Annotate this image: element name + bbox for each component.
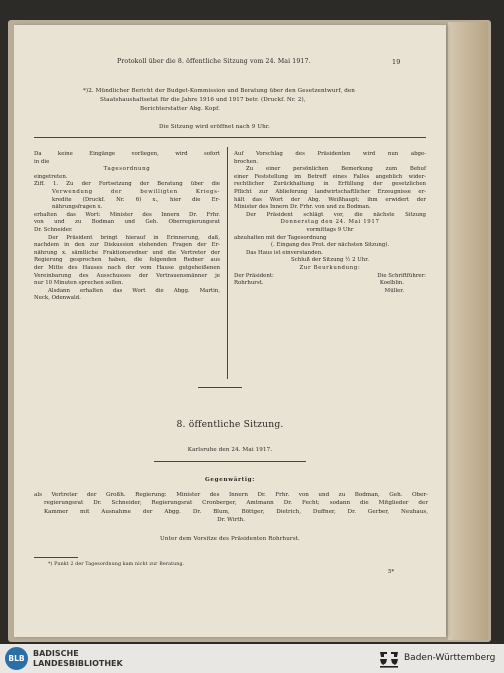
left-line: Vereinbarung des Ausschusses der Vertrauensmänner je xyxy=(34,272,220,279)
present-line: Kammer mit Ausnahme der Abgg. Dr. Blum, Böttger, Dietrich, Duffner, Dr. Gerber, Neuhaus, xyxy=(44,508,428,515)
right-line-heading: Zur Beurkundung: xyxy=(299,264,361,271)
session-opened: Die Sitzung wird eröffnet nach 9 Uhr. xyxy=(159,124,270,130)
blb-name xyxy=(33,649,123,669)
document-page xyxy=(14,25,446,637)
right-line: Der Präsident schlägt vor, die nächste Sitzung xyxy=(246,211,426,218)
present-line: regierungsrat Dr. Schneider, Regierungsrat Cronberger, Amtmann Dr. Fecht; sodann die Mitglieder der xyxy=(44,500,428,507)
section-separator xyxy=(198,387,242,388)
footer-bar xyxy=(0,644,504,673)
left-line: erhalten das Wort: Minister des Innern Dr. Frhr. xyxy=(34,211,220,218)
signature-names xyxy=(234,280,426,288)
date-rule xyxy=(154,461,306,462)
top-rule xyxy=(34,137,426,138)
right-line: hält das Wort der Abg. Weißhaupt; ihm erwidert der xyxy=(234,196,426,203)
left-column xyxy=(34,151,220,303)
left-line: Regierung gesprochen haben, die folgenden Redner aus xyxy=(34,257,220,264)
left-line: von und zu Bodman und Geh. Oberregierungsrat xyxy=(34,219,220,226)
left-line: Neck, Odenwald. xyxy=(34,295,81,302)
running-title: Protokoll über die 8. öffentliche Sitzung vom 24. Mai 1917. xyxy=(117,58,311,65)
agenda-item-line-1: *)2. Mündlicher Bericht der Budget-Kommission und Beratung über den Gesetzentwurf, den xyxy=(83,88,356,94)
blb-logo: BLB xyxy=(5,647,28,670)
left-line-heading: Tagesordnung xyxy=(103,166,151,173)
left-line: kredite (Druckf. Nr. 6) x., hier die Er- xyxy=(52,196,220,203)
right-line: Minister des Innern Dr. Frhr. von und zu Bodman. xyxy=(234,204,371,211)
right-line: brochen. xyxy=(234,158,259,165)
right-column xyxy=(234,151,426,295)
right-line: abzuhalten mit der Tagesordnung xyxy=(234,234,327,241)
section-title: 8. öffentliche Sitzung. xyxy=(176,419,284,430)
present-heading: Gegenwärtig: xyxy=(204,477,255,483)
left-line: Der Präsident bringt hierauf in Erinnerung, daß, xyxy=(48,234,220,241)
left-line: in die xyxy=(34,158,50,165)
right-line: einer Feststellung im Betreff eines Falles angeblich wider- xyxy=(234,173,426,180)
left-line: der Mitte des Hauses nach der vom Hause gutgeheißenen xyxy=(34,264,220,271)
signature-roles xyxy=(234,273,426,281)
footnote: *) Punkt 2 der Tagesordnung kam nicht zur Beratung. xyxy=(48,562,185,567)
present-list xyxy=(34,491,428,525)
signature-mark: 5* xyxy=(388,569,395,575)
column-divider xyxy=(227,147,228,379)
left-line: nährungsfragen x. xyxy=(52,204,103,211)
right-line: Auf Vorschlag des Präsidenten wird nun abge- xyxy=(234,151,426,157)
left-line: nachdem in den zur Diskussion stehenden Fragen der Er- xyxy=(34,242,220,249)
right-line: Das Haus ist einverstanden. xyxy=(246,249,323,256)
right-line: Pflicht zur Ablieferung landwirtschaftlicher Erzeugnisse er- xyxy=(234,188,426,195)
left-line: Alsdann erhalten das Wort die Abgg. Martin, xyxy=(48,287,220,294)
right-line: Schluß der Sitzung ½ 2 Uhr. xyxy=(291,257,369,264)
right-line: Zu einer persönlichen Bemerkung zum Behuf xyxy=(246,166,426,173)
page-number: 19 xyxy=(392,58,401,66)
secretary-name-1: Koelblin. xyxy=(379,280,404,287)
reporter: Berichterstatter Abg. Kopf. xyxy=(140,106,220,112)
bw-label: Baden-Württemberg xyxy=(404,653,496,663)
bw-lions-icon xyxy=(378,648,400,669)
blb-name-line-2: LANDESBIBLIOTHEK xyxy=(33,659,123,668)
president-name: Rohrhurst. xyxy=(234,280,264,287)
secretary-name-2: Müller. xyxy=(384,287,404,294)
place-date: Karlsruhe den 24. Mai 1917. xyxy=(187,447,273,453)
left-line: Ziff. 1. Zu der Fortsetzung der Beratung über die xyxy=(34,181,220,188)
secretaries-role: Die Schriftführer: xyxy=(377,272,426,279)
left-line: nährung x. sämtliche Fraktionsredner und die Vertreter der xyxy=(34,249,220,256)
left-line: Verwendung der bewilligten Kriegs- xyxy=(52,188,220,195)
right-line: rechtlicher Zurückhaltung in Erfüllung der gesetzlichen xyxy=(234,181,426,188)
chair-line: Unter dem Vorsitze des Präsidenten Rohrhurst. xyxy=(160,536,300,542)
footnote-rule xyxy=(34,557,78,558)
agenda-item-line-2: Staatshaushaltsetat für die Jahre 1916 und 1917 betr. (Druckf. Nr. 2), xyxy=(100,97,306,103)
blb-name-line-1: BADISCHE xyxy=(33,649,79,658)
left-line: Da keine Eingänge vorliegen, wird sofort xyxy=(34,151,220,157)
president-role: Der Präsident: xyxy=(234,272,274,279)
present-line: Dr. Wirth. xyxy=(217,517,245,524)
left-line: Dr. Schneider. xyxy=(34,226,73,233)
right-line-time: vormittags 9 Uhr xyxy=(306,226,354,233)
left-line: nur 10 Minuten sprechen sollen. xyxy=(34,280,124,287)
left-line: eingetreten. xyxy=(34,173,68,180)
right-line-date: Donnerstag den 24. Mai 1917 xyxy=(280,219,380,226)
right-line: (. Eingang des Prot. der nächsten Sitzung). xyxy=(270,242,390,249)
present-line: als Vertreter der Großh. Regierung: Minister des Innern Dr. Frhr. von und zu Bodman, Geh. Ober- xyxy=(34,492,428,498)
book-spine xyxy=(448,22,488,640)
